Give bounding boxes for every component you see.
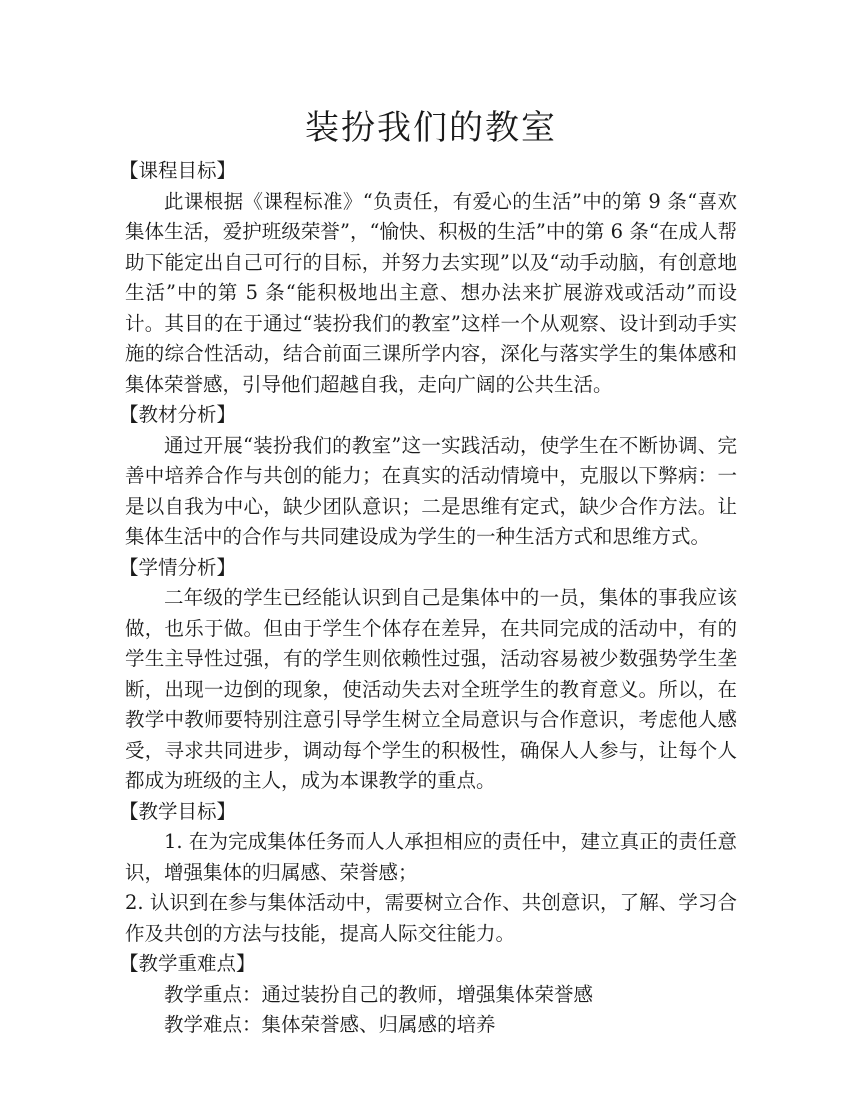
section-teaching-goals — [119, 797, 737, 950]
section-heading: 【课程目标】 — [119, 159, 237, 182]
document-page — [119, 100, 737, 1041]
section-heading: 【学情分析】 — [119, 555, 237, 579]
section-paragraph: 此课根据《课程标准》“负责任，有爱心的生活”中的第 9 条“喜欢集体生活，爱护班级荣誉”，“愉快、积极的生活”中的第 6 条“在成人帮助下能定出自己可行的目标，并努力去实现”以及“动手动脑，有创意地生活”中的第 5 条“能积极地出主意、想办法来扩展游戏或活动”而设计。其目的在于通过“装扮我们的教室”这样一个从观察、设计到动手实施的综合性活动，结合前面三课所学内容，深化与落实学生的集体感和集体荣誉感，引导他们超越自我，走向广阔的公共生活。 — [125, 189, 737, 396]
section-course-goal — [119, 156, 737, 400]
section-heading: 【教材分析】 — [119, 403, 237, 426]
key-point: 教学重点：通过装扮自己的教师，增强集体荣誉感 — [164, 982, 594, 1006]
section-material-analysis — [119, 400, 737, 553]
section-heading: 【教学目标】 — [119, 799, 237, 823]
section-heading: 【教学重难点】 — [119, 952, 256, 975]
teaching-goal-1: 1. 在为完成集体任务而人人承担相应的责任中，建立真正的责任意识，增强集体的归属感、荣誉感； — [125, 830, 737, 884]
difficult-point: 教学难点：集体荣誉感、归属感的培养 — [164, 1013, 496, 1036]
section-learner-analysis — [119, 553, 737, 797]
section-paragraph: 二年级的学生已经能认识到自己是集体中的一员，集体的事我应该做，也乐于做。但由于学生个体存在差异，在共同完成的活动中，有的学生主导性过强，有的学生则依赖性过强，活动容易被少数强势学生垄断，出现一边倒的现象，使活动失去对全班学生的教育意义。所以，在教学中教师要特别注意引导学生树立全局意识与合作意识，考虑他人感受，寻求共同进步，调动每个学生的积极性，确保人人参与，让每个人都成为班级的主人，成为本课教学的重点。 — [125, 586, 737, 792]
teaching-goal-2: 2. 认识到在参与集体活动中，需要树立合作、共创意识，了解、学习合作及共创的方法与技能，提高人际交往能力。 — [125, 891, 737, 945]
document-title: 装扮我们的教室 — [305, 108, 557, 148]
section-paragraph: 通过开展“装扮我们的教室”这一实践活动，使学生在不断协调、完善中培养合作与共创的能力；在真实的活动情境中，克服以下弊病：一是以自我为中心，缺少团队意识；二是思维有定式，缺少合作方法。让集体生活中的合作与共同建设成为学生的一种生活方式和思维方式。 — [125, 433, 737, 548]
section-key-points — [119, 949, 737, 1041]
